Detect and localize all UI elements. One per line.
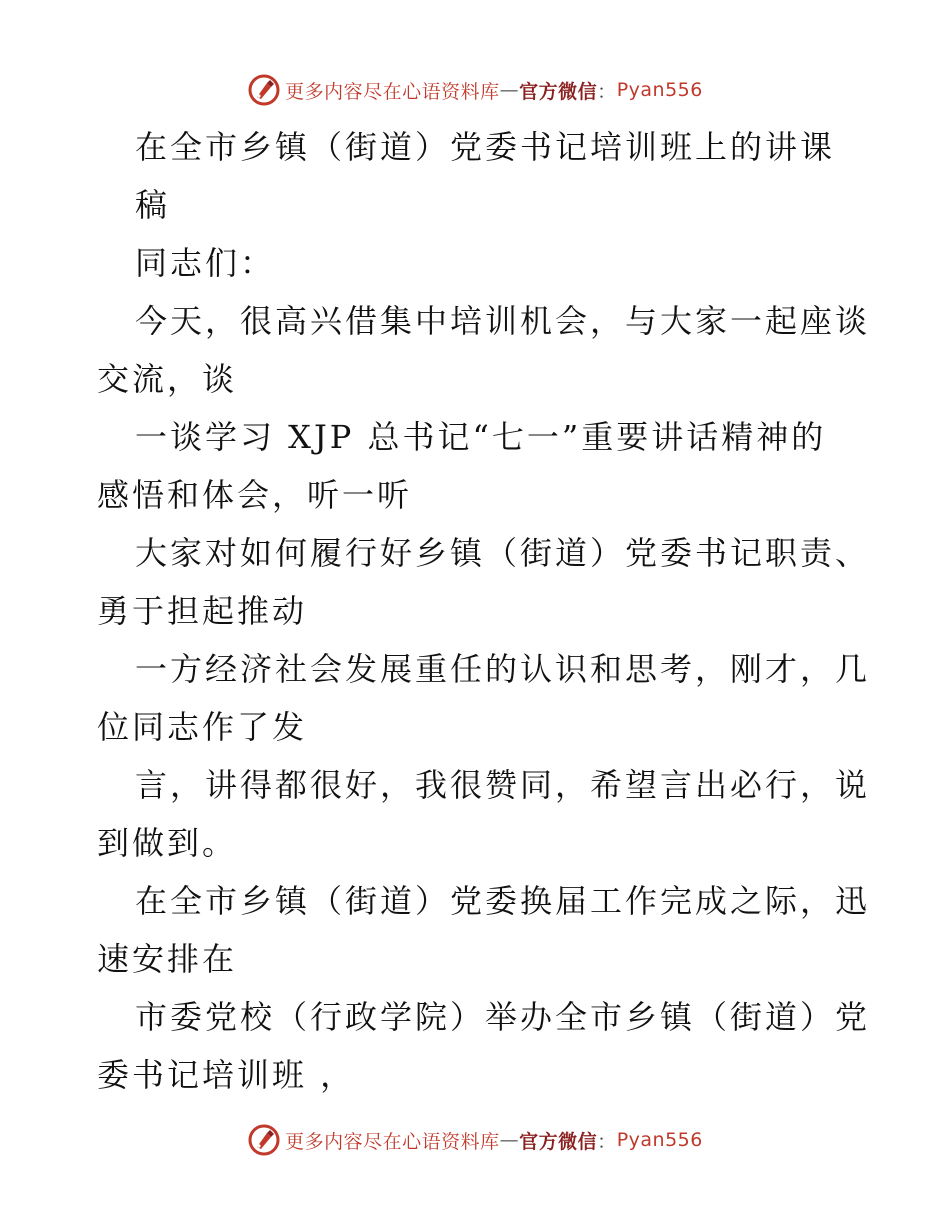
pen-nib-circle-icon — [247, 1123, 281, 1157]
paragraph-line: 今天，很高兴借集中培训机会，与大家一起座谈 — [135, 302, 871, 340]
banner-dash: — — [499, 1129, 520, 1151]
header-watermark-banner — [0, 70, 950, 110]
paragraph-line: 感悟和体会，听一听 — [97, 476, 413, 514]
banner-official-wechat-label: 官方微信 — [519, 80, 598, 103]
banner-official-wechat-label: 官方微信 — [519, 1130, 598, 1153]
banner-colon: ： — [597, 80, 617, 103]
paragraph-line: 市委党校（行政学院）举办全市乡镇（街道）党 — [135, 998, 871, 1036]
paragraph-line: 到做到。 — [97, 824, 238, 862]
footer-watermark-banner — [0, 1120, 950, 1160]
banner-dash: — — [499, 79, 520, 101]
banner-main-text: 更多内容尽在心语资料库 — [285, 1130, 500, 1153]
banner-main-text: 更多内容尽在心语资料库 — [285, 80, 500, 103]
banner-wechat-id: Pyan556 — [616, 79, 703, 101]
paragraph-line: 在全市乡镇（街道）党委换届工作完成之际，迅 — [135, 882, 871, 920]
document-title-line: 在全市乡镇（街道）党委书记培训班上的讲课 — [135, 128, 836, 166]
banner-colon: ： — [597, 1130, 617, 1153]
pen-nib-circle-icon — [247, 73, 281, 107]
salutation-line: 同志们： — [135, 244, 276, 282]
paragraph-line: 勇于担起推动 — [97, 592, 308, 630]
paragraph-line: 大家对如何履行好乡镇（街道）党委书记职责、 — [135, 534, 871, 572]
document-title-line: 稿 — [135, 186, 171, 224]
paragraph-line: 一谈学习 XJP 总书记“七一”重要讲话精神的 — [135, 418, 827, 456]
paragraph-line: 一方经济社会发展重任的认识和思考，刚才，几 — [135, 650, 871, 688]
paragraph-line: 位同志作了发 — [97, 708, 308, 746]
paragraph-line: 言，讲得都很好，我很赞同，希望言出必行，说 — [135, 766, 871, 804]
paragraph-line: 速安排在 — [97, 940, 238, 978]
paragraph-line: 交流，谈 — [97, 360, 238, 398]
paragraph-line: 委书记培训班 ， — [97, 1056, 356, 1094]
banner-wechat-id: Pyan556 — [616, 1129, 703, 1151]
